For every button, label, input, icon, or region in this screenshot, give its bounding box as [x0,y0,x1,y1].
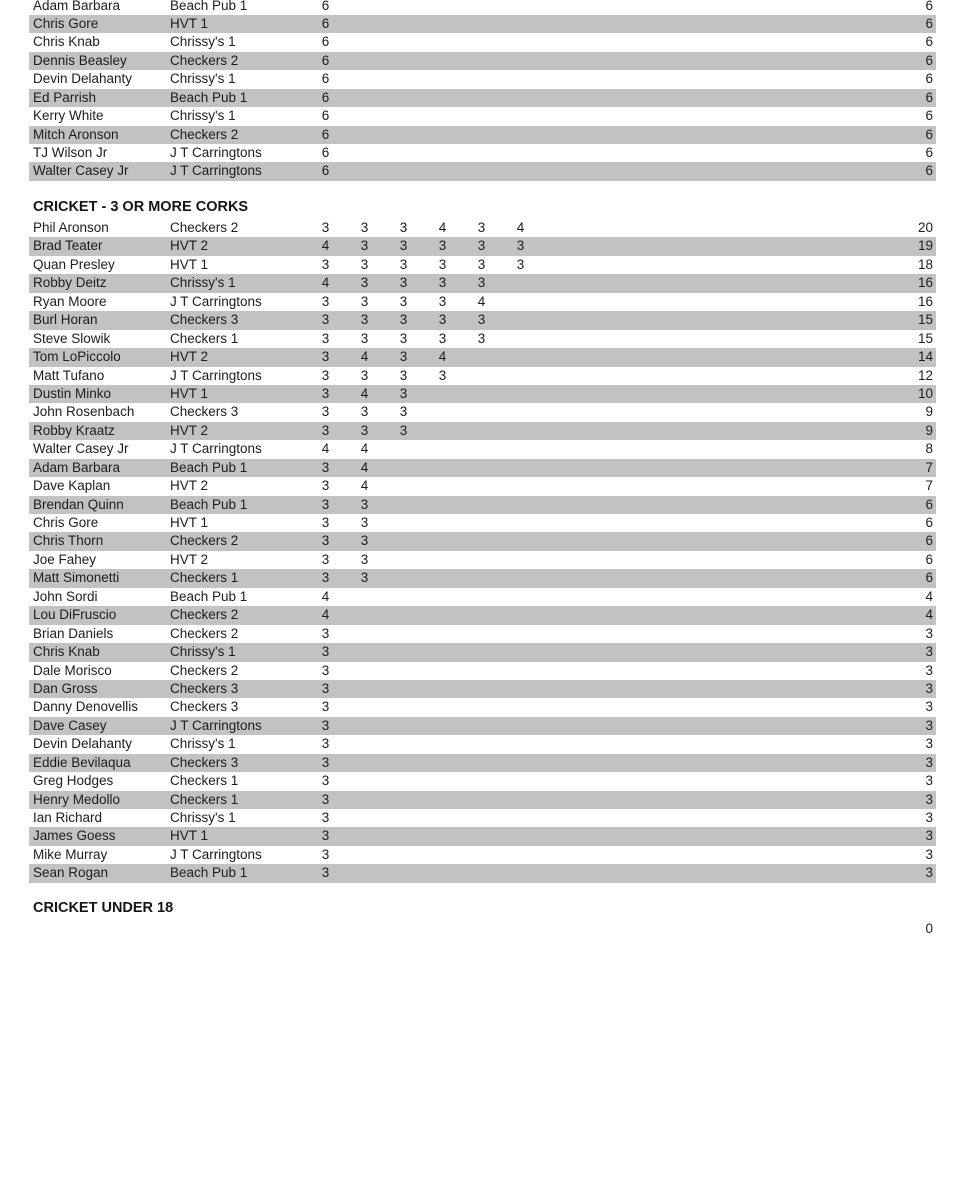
score-value: 3 [321,459,330,475]
team-name: Beach Pub 1 [170,865,248,881]
table-row [29,680,936,698]
table-row [29,107,936,125]
team-name: J T Carringtons [170,441,262,457]
table-row [29,625,936,643]
score-value: 3 [321,791,330,807]
team-name: Beach Pub 1 [170,496,248,512]
team-name: Chrissy's 1 [170,275,236,291]
player-name: Devin Delahanty [33,71,133,87]
team-name: Checkers 3 [170,754,239,770]
score-value: 3 [321,515,330,530]
score-value: 3 [321,422,330,438]
player-name: Tom LoPiccolo [33,349,121,365]
team-name: Checkers 2 [170,126,239,142]
team-name: HVT 1 [170,385,209,401]
team-name: HVT 2 [170,422,209,438]
row-total: 6 [925,52,933,68]
team-name: Checkers 3 [170,680,239,696]
score-value: 3 [321,293,330,309]
row-total: 19 [917,238,933,254]
score-value: 4 [321,441,330,457]
table-row [29,367,936,385]
table-row [29,532,936,550]
team-name: HVT 1 [170,256,209,272]
table-row [29,348,936,366]
score-value: 3 [399,293,408,309]
team-name: J T Carringtons [170,293,262,309]
table-row [29,237,936,255]
score-value: 3 [360,496,369,512]
table-row [29,662,936,680]
row-total: 3 [925,791,933,807]
score-value: 3 [399,404,408,420]
score-value: 3 [321,570,330,586]
player-name: Adam Barbara [33,459,121,475]
row-total: 6 [925,71,933,87]
table-cricket-corks [29,219,936,883]
score-value: 3 [321,533,330,549]
score-value: 3 [321,662,330,678]
section-total: 0 [925,921,933,936]
score-value: 3 [321,625,330,641]
player-name: Phil Aronson [33,220,109,235]
team-name: Checkers 2 [170,607,239,623]
table-row [29,15,936,33]
table-row [29,385,936,403]
player-name: Walter Casey Jr [33,163,129,179]
score-value: 6 [321,34,330,50]
score-value: 3 [360,256,369,272]
row-total: 6 [925,89,933,105]
score-value: 3 [399,422,408,438]
player-name: Dan Gross [33,680,98,696]
team-name: Beach Pub 1 [170,0,248,13]
row-total: 3 [925,625,933,641]
score-value: 3 [399,349,408,365]
row-total: 7 [925,478,933,494]
score-value: 3 [321,385,330,401]
table-row [29,864,936,882]
row-total: 6 [925,533,933,549]
player-name: Devin Delahanty [33,736,133,752]
row-total: 14 [917,349,933,365]
score-value: 3 [321,699,330,715]
team-name: HVT 2 [170,478,209,494]
table-row [29,809,936,827]
team-name: J T Carringtons [170,145,262,160]
score-value: 3 [477,275,486,291]
row-total: 6 [925,570,933,586]
team-name: Checkers 2 [170,52,239,68]
player-name: Chris Knab [33,34,100,50]
score-value: 3 [321,644,330,660]
score-value: 6 [321,71,330,87]
score-value: 3 [360,312,369,328]
team-name: Checkers 2 [170,220,239,235]
row-total: 3 [925,717,933,733]
player-name: TJ Wilson Jr [33,145,108,160]
row-total: 15 [917,312,933,328]
player-name: Dale Morisco [33,662,112,678]
team-name: HVT 2 [170,238,209,254]
score-value: 3 [438,312,447,328]
row-total: 3 [925,773,933,789]
player-name: Ed Parrish [33,89,97,105]
score-value: 3 [477,220,486,235]
player-name: Robby Kraatz [33,422,115,438]
row-total: 6 [925,496,933,512]
player-name: Robby Deitz [33,275,107,291]
score-value: 6 [321,145,330,160]
player-name: Kerry White [33,108,104,124]
score-value: 4 [438,349,447,365]
table-row [29,791,936,809]
team-name: Beach Pub 1 [170,459,248,475]
score-value: 3 [321,773,330,789]
player-name: Steve Slowik [33,330,111,346]
section-title-cricket-under-18: CRICKET UNDER 18 [33,900,174,916]
player-name: Matt Simonetti [33,570,120,586]
score-value: 4 [321,588,330,604]
team-name: Checkers 2 [170,533,239,549]
table-row [29,144,936,162]
score-value: 3 [477,330,486,346]
row-total: 3 [925,846,933,862]
score-value: 4 [360,349,369,365]
row-total: 6 [925,108,933,124]
row-total: 16 [917,275,933,291]
player-name: Dustin Minko [33,385,112,401]
team-name: Chrissy's 1 [170,71,236,87]
row-total: 6 [925,551,933,567]
table-row [29,52,936,70]
player-name: Chris Gore [33,515,99,530]
team-name: Chrissy's 1 [170,34,236,50]
score-value: 3 [321,478,330,494]
score-value: 3 [438,238,447,254]
player-name: Sean Rogan [33,865,109,881]
team-name: Checkers 2 [170,662,239,678]
score-value: 4 [360,459,369,475]
table-row [29,754,936,772]
table-row [29,514,936,532]
row-total: 6 [925,515,933,530]
score-value: 4 [321,238,330,254]
player-name: Chris Knab [33,644,100,660]
table-row [29,219,936,237]
row-total: 7 [925,459,933,475]
player-name: Joe Fahey [33,551,97,567]
team-name: HVT 2 [170,349,209,365]
score-value: 3 [321,349,330,365]
score-value: 3 [399,220,408,235]
section-title-cricket-corks: CRICKET - 3 OR MORE CORKS [33,199,249,215]
player-name: James Goess [33,828,116,844]
score-value: 3 [438,330,447,346]
table-row [29,0,936,15]
score-value: 3 [360,570,369,586]
score-value: 6 [321,0,330,13]
score-value: 6 [321,89,330,105]
score-value: 3 [321,551,330,567]
table-row [29,459,936,477]
row-total: 10 [917,385,933,401]
team-name: Beach Pub 1 [170,89,248,105]
table-row [29,846,936,864]
table-row [29,89,936,107]
row-total: 6 [925,15,933,31]
score-value: 3 [360,422,369,438]
player-name: Greg Hodges [33,773,114,789]
score-value: 3 [360,551,369,567]
score-value: 4 [321,607,330,623]
row-total: 3 [925,810,933,825]
score-value: 3 [360,515,369,530]
player-name: Mike Murray [33,846,108,862]
player-name: Ryan Moore [33,293,107,309]
score-value: 3 [321,256,330,272]
table-row [29,422,936,440]
player-name: Mitch Aronson [33,126,119,142]
score-value: 3 [360,404,369,420]
score-value: 3 [399,275,408,291]
table-row [29,827,936,845]
row-total: 6 [925,145,933,160]
row-total: 16 [917,293,933,309]
row-total: 3 [925,754,933,770]
row-total: 8 [925,441,933,457]
team-name: Checkers 3 [170,404,239,420]
table-row [29,588,936,606]
team-name: Checkers 1 [170,773,239,789]
row-total: 15 [917,330,933,346]
table-row [29,403,936,421]
table-row [29,569,936,587]
score-value: 3 [321,810,330,825]
score-value: 3 [399,330,408,346]
table-row [29,311,936,329]
player-name: Walter Casey Jr [33,441,129,457]
player-name: Ian Richard [33,810,103,825]
score-value: 4 [360,478,369,494]
row-total: 3 [925,736,933,752]
table-row [29,698,936,716]
player-name: Adam Barbara [33,0,121,13]
team-name: J T Carringtons [170,846,262,862]
player-name: Matt Tufano [33,367,105,383]
player-name: Lou DiFruscio [33,607,117,623]
table-row [29,717,936,735]
score-value: 3 [399,238,408,254]
score-value: 3 [321,330,330,346]
team-name: J T Carringtons [170,163,262,179]
table-row [29,33,936,51]
player-name: Eddie Bevilaqua [33,754,131,770]
team-name: Chrissy's 1 [170,810,236,825]
table-row [29,330,936,348]
player-name: Quan Presley [33,256,115,272]
table-row [29,256,936,274]
team-name: Beach Pub 1 [170,588,248,604]
row-total: 6 [925,163,933,179]
row-total: 18 [917,256,933,272]
player-name: Dave Casey [33,717,107,733]
table-top-section [29,0,936,181]
score-value: 3 [321,865,330,881]
score-value: 3 [321,754,330,770]
table-row [29,606,936,624]
score-value: 3 [477,256,486,272]
table-row [29,162,936,180]
score-value: 3 [321,496,330,512]
player-name: Brendan Quinn [33,496,124,512]
score-value: 6 [321,52,330,68]
table-row [29,643,936,661]
team-name: HVT 1 [170,15,209,31]
under18-total-row [29,920,936,938]
team-name: J T Carringtons [170,367,262,383]
score-value: 3 [360,293,369,309]
player-name: John Sordi [33,588,98,604]
row-total: 12 [917,367,933,383]
score-value: 3 [360,367,369,383]
row-total: 9 [925,404,933,420]
player-name: John Rosenbach [33,404,135,420]
table-row [29,551,936,569]
team-name: J T Carringtons [170,717,262,733]
row-total: 4 [925,588,933,604]
score-value: 3 [360,220,369,235]
row-total: 4 [925,607,933,623]
table-row [29,440,936,458]
team-name: Chrissy's 1 [170,644,236,660]
table-row [29,70,936,88]
score-value: 3 [438,256,447,272]
player-name: Chris Gore [33,15,99,31]
table-row [29,772,936,790]
table-row [29,274,936,292]
score-value: 3 [321,736,330,752]
row-total: 6 [925,126,933,142]
player-name: Brian Daniels [33,625,114,641]
row-total: 3 [925,662,933,678]
score-value: 4 [321,275,330,291]
score-value: 3 [438,367,447,383]
row-total: 6 [925,34,933,50]
score-value: 3 [516,256,525,272]
score-value: 3 [321,717,330,733]
score-value: 3 [321,404,330,420]
team-name: Chrissy's 1 [170,736,236,752]
score-value: 4 [516,220,525,235]
player-name: Burl Horan [33,312,98,328]
team-name: HVT 2 [170,551,209,567]
row-total: 3 [925,828,933,844]
row-total: 3 [925,680,933,696]
score-value: 3 [477,238,486,254]
team-name: HVT 1 [170,515,209,530]
table-row [29,735,936,753]
score-value: 4 [438,220,447,235]
score-value: 6 [321,108,330,124]
player-name: Henry Medollo [33,791,121,807]
player-name: Chris Thorn [33,533,104,549]
score-value: 3 [399,385,408,401]
player-name: Dennis Beasley [33,52,127,68]
row-total: 3 [925,865,933,881]
team-name: Checkers 1 [170,330,239,346]
score-value: 3 [438,293,447,309]
score-value: 6 [321,126,330,142]
team-name: Checkers 3 [170,699,239,715]
player-name: Danny Denovellis [33,699,139,715]
table-row [29,293,936,311]
player-name: Brad Teater [33,238,103,254]
team-name: Checkers 1 [170,791,239,807]
row-total: 20 [917,220,933,235]
table-row [29,496,936,514]
team-name: Checkers 2 [170,625,239,641]
row-total: 3 [925,644,933,660]
table-row [29,126,936,144]
row-total: 6 [925,0,933,13]
score-value: 3 [477,312,486,328]
score-value: 3 [321,846,330,862]
score-value: 3 [360,330,369,346]
score-value: 3 [399,312,408,328]
score-value: 4 [360,385,369,401]
team-name: Checkers 3 [170,312,239,328]
score-value: 3 [321,367,330,383]
score-value: 4 [477,293,486,309]
score-value: 3 [438,275,447,291]
score-value: 3 [321,680,330,696]
player-name: Dave Kaplan [33,478,111,494]
score-value: 3 [360,238,369,254]
score-value: 4 [360,441,369,457]
score-value: 3 [399,367,408,383]
team-name: Checkers 1 [170,570,239,586]
score-value: 3 [360,275,369,291]
row-total: 9 [925,422,933,438]
score-value: 6 [321,163,330,179]
score-value: 6 [321,15,330,31]
table-row [29,477,936,495]
score-value: 3 [399,256,408,272]
score-value: 3 [516,238,525,254]
score-value: 3 [321,220,330,235]
score-value: 3 [360,533,369,549]
score-value: 3 [321,312,330,328]
team-name: HVT 1 [170,828,209,844]
row-total: 3 [925,699,933,715]
score-value: 3 [321,828,330,844]
team-name: Chrissy's 1 [170,108,236,124]
